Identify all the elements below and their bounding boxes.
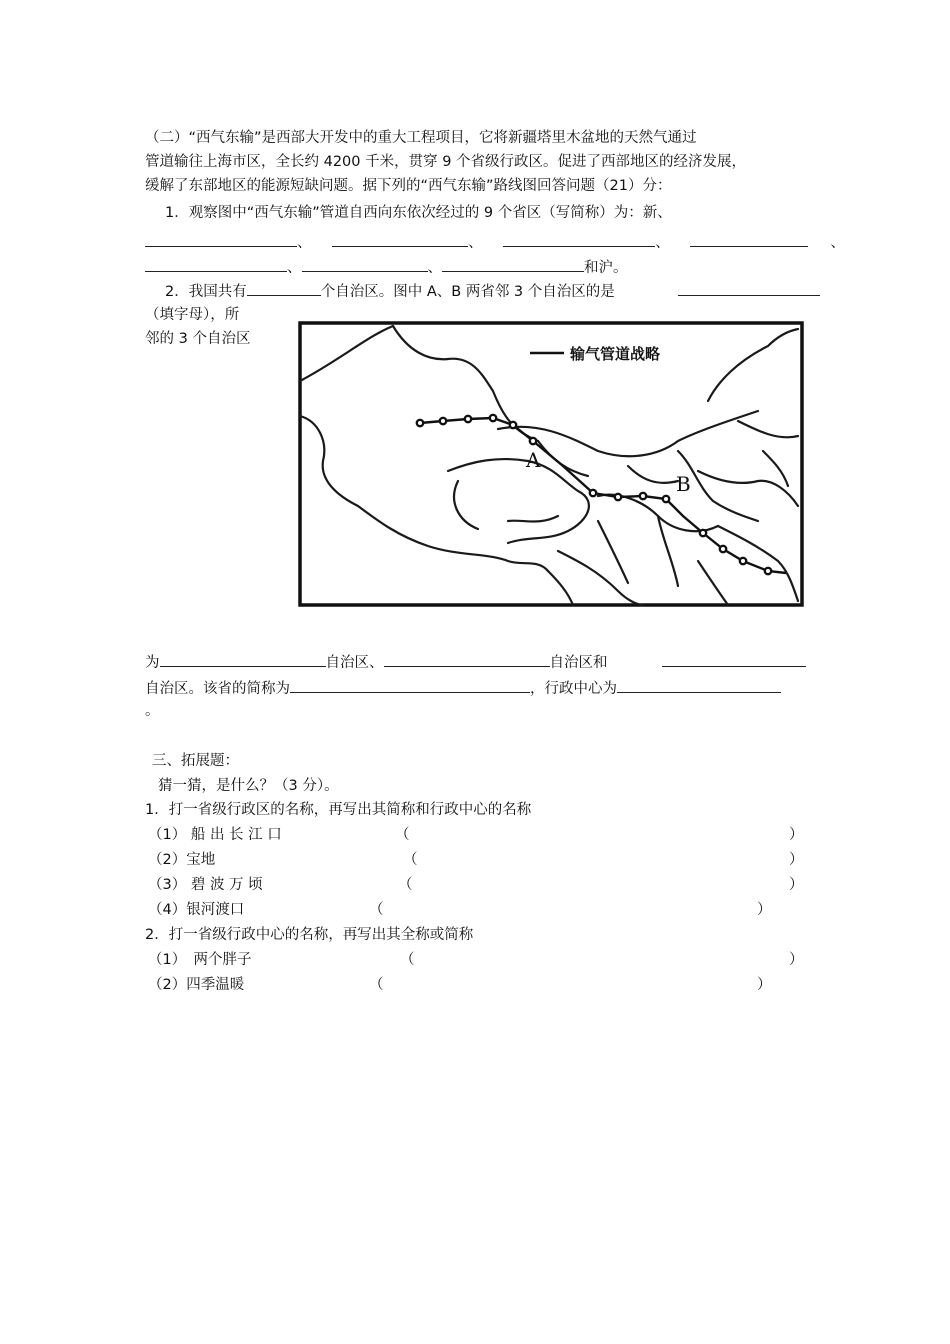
question-1-text: 1．观察图中“西气东输”管道自西向东依次经过的 9 个省区（写简称）为：新、: [165, 205, 672, 221]
separator: 、: [468, 235, 483, 251]
extension-question-2: 2．打一省级行政中心的名称，再写出其全称或简称: [145, 927, 474, 943]
extension-question-1: 1．打一省级行政区的名称，再写出其简称和行政中心的名称: [145, 802, 532, 818]
separator: 、: [297, 235, 312, 251]
q2-text-b: 个自治区。图中 A、B 两省邻 3 个自治区的是: [320, 284, 615, 300]
answer-blank[interactable]: [302, 255, 428, 272]
paren-close: ）: [789, 952, 804, 968]
q2-text-i: ，行政中心为: [530, 681, 617, 697]
paren-open: （: [403, 852, 418, 868]
paren-open: （: [369, 977, 384, 993]
q2-text-g: 自治区和: [549, 655, 608, 671]
paren-close: ）: [789, 852, 804, 868]
q2-text-a: 2．我国共有: [165, 284, 247, 300]
answer-blank[interactable]: [332, 230, 468, 247]
question-2-line-1: [165, 279, 615, 303]
paren-open: （: [400, 952, 415, 968]
answer-blank[interactable]: [160, 650, 326, 667]
answer-blank[interactable]: [617, 676, 781, 693]
paren-open: （: [398, 877, 413, 893]
answer-blank[interactable]: [145, 255, 287, 272]
question-2-line-5: [145, 676, 781, 700]
separator: 、: [287, 260, 302, 276]
intro-line-3: 缓解了东部地区的能源短缺问题。据下列的“西气东输”路线图回答问题（21）分：: [145, 178, 672, 194]
answer-blank[interactable]: [503, 230, 655, 247]
china-map-figure: [298, 321, 804, 607]
intro-line-1: （二）“西气东输”是西部大开发中的重大工程项目，它将新疆塔里木盆地的天然气通过: [145, 130, 697, 146]
answer-blank[interactable]: [442, 255, 584, 272]
question-2-line-4: [145, 650, 608, 674]
question-1-blanks-row-1: [145, 230, 845, 254]
province-label-a: A: [526, 448, 541, 472]
riddle-1-4: （4）银河渡口: [148, 902, 245, 918]
answer-blank[interactable]: [384, 650, 550, 667]
riddle-1-3: （3） 碧 波 万 顷: [148, 877, 263, 893]
intro-line-2: 管道输往上海市区，全长约 4200 千米，贯穿 9 个省级行政区。促进了西部地区的经济发展，: [145, 154, 747, 170]
answer-blank[interactable]: [662, 650, 806, 667]
pipeline-map: [298, 321, 804, 607]
riddle-2-2: （2）四季温暖: [148, 977, 245, 993]
separator: 、: [427, 260, 442, 276]
guess-prompt: 猜一猜，是什么？（3 分）。: [158, 778, 339, 794]
answer-blank[interactable]: [145, 230, 297, 247]
question-2-line-2: （填字母），所: [145, 307, 240, 323]
q2-text-f: 自治区、: [325, 655, 384, 671]
province-label-b: B: [676, 472, 691, 496]
answer-blank[interactable]: [690, 230, 808, 247]
paren-close: ）: [757, 902, 772, 918]
q2-blank-wrap-3: [662, 650, 806, 674]
paren-close: ）: [757, 977, 772, 993]
section-3-title: 三、拓展题：: [152, 753, 239, 769]
riddle-2-1: （1） 两个胖子: [148, 952, 252, 968]
answer-blank[interactable]: [678, 279, 820, 296]
separator: 、: [830, 235, 845, 251]
paren-close: ）: [789, 877, 804, 893]
paren-close: ）: [789, 827, 804, 843]
question-1-blanks-row-2: [145, 255, 628, 279]
question-2-line-3: 邻的 3 个自治区: [145, 331, 251, 347]
q2-letter-blank-wrap: [678, 279, 820, 303]
paren-open: （: [395, 827, 410, 843]
answer-blank[interactable]: [247, 279, 321, 296]
paren-open: （: [369, 902, 384, 918]
question-2-end: 。: [145, 703, 160, 719]
separator: 、: [655, 235, 670, 251]
answer-blank[interactable]: [290, 676, 530, 693]
map-legend-label: 输气管道战略: [570, 345, 661, 363]
riddle-1-1: （1） 船 出 长 江 口: [148, 827, 282, 843]
riddle-1-2: （2）宝地: [148, 852, 216, 868]
q2-text-h: 自治区。该省的简称为: [145, 681, 290, 697]
question-1-end: 和沪。: [584, 260, 628, 276]
q2-text-e: 为: [145, 655, 160, 671]
